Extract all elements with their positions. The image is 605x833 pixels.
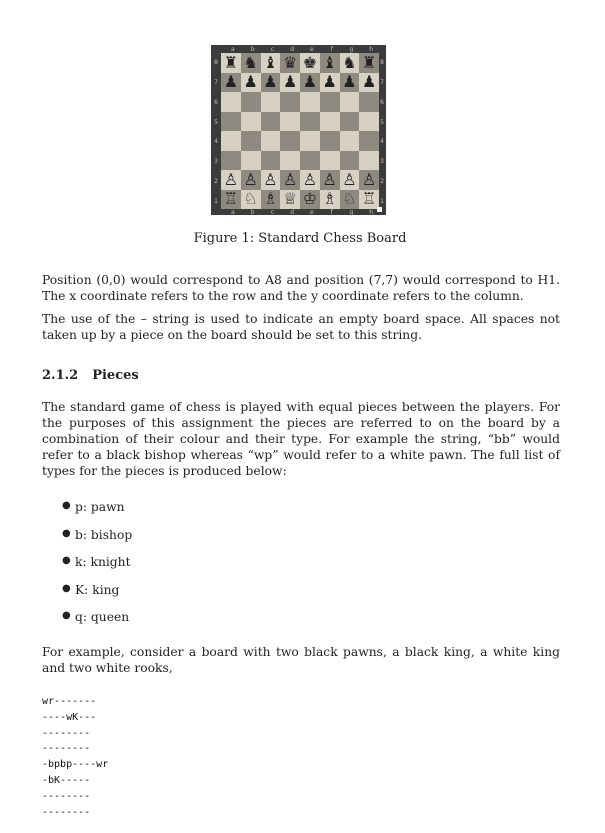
example-paragraph: For example, consider a board with two black pawns, a black king, a white king and two white rooks,: [42, 645, 560, 675]
board-square-piece: ♟: [340, 73, 360, 93]
list-item: ● p: pawn: [62, 500, 125, 514]
figure-caption: Figure 1: Standard Chess Board: [193, 231, 407, 246]
board-square: [320, 92, 340, 112]
rank-label: 1: [214, 197, 218, 205]
board-square-piece: ♘: [340, 190, 360, 210]
board-square: [320, 112, 340, 132]
file-label: a: [231, 46, 235, 53]
code-line: --------: [42, 790, 91, 802]
board-square-piece: ♚: [300, 53, 320, 73]
board-square-piece: ♝: [320, 53, 340, 73]
board-square: [340, 112, 360, 132]
board-square: [340, 92, 360, 112]
board-square: [280, 92, 300, 112]
board-square-piece: ♛: [280, 53, 300, 73]
board-square-piece: ♙: [320, 170, 340, 190]
board-square-piece: ♘: [241, 190, 261, 210]
file-label: h: [369, 46, 374, 53]
file-label: e: [310, 46, 314, 53]
board-square: [300, 131, 320, 151]
code-board-example: [42, 694, 108, 820]
piece-type-list: [62, 500, 132, 638]
board-square-piece: ♟: [221, 73, 241, 93]
board-square-piece: ♗: [320, 190, 340, 210]
board-square-piece: ♙: [241, 170, 261, 190]
bullet-icon: ●: [62, 500, 71, 511]
board-square: [241, 92, 261, 112]
board-square: [261, 112, 281, 132]
rank-label: 8: [380, 59, 384, 67]
file-label: e: [310, 209, 314, 216]
board-square: [320, 131, 340, 151]
board-square-piece: ♔: [300, 190, 320, 210]
list-item: ● q: queen: [62, 610, 130, 625]
board-square: [300, 112, 320, 132]
file-label: c: [270, 209, 275, 216]
board-square-piece: ♗: [261, 190, 281, 210]
code-line: -bpbp----wr: [42, 759, 109, 771]
rank-label: 7: [380, 79, 384, 87]
board-square: [300, 151, 320, 171]
board-square: [280, 112, 300, 132]
board-square-piece: ♟: [280, 73, 300, 93]
file-label: b: [250, 46, 255, 53]
board-square-piece: ♟: [241, 73, 261, 93]
board-square-piece: ♕: [280, 190, 300, 210]
rank-label: 3: [380, 158, 384, 166]
board-square-piece: ♙: [261, 170, 281, 190]
pieces-intro-paragraph: The standard game of chess is played with equal pieces between the players. For the purposes of this assignment the pieces are referred to on the board by a combination of their colour and their type. For example the string, “bb” would refer to a black bishop whereas “wp” would refer to a white pawn. The full list of types for the pieces is produced below:: [42, 400, 560, 478]
file-label: d: [290, 209, 295, 216]
file-label: c: [270, 46, 275, 53]
code-line: --------: [42, 727, 91, 739]
board-square-piece: ♟: [320, 73, 340, 93]
board-square: [261, 151, 281, 171]
rank-label: 2: [380, 177, 384, 185]
code-line: ----wK---: [42, 711, 97, 723]
board-grid: [221, 53, 379, 209]
rank-label: 4: [214, 138, 218, 146]
bullet-icon: ●: [62, 582, 71, 594]
board-square: [300, 92, 320, 112]
file-label: f: [330, 209, 333, 216]
rank-label: 2: [214, 177, 218, 185]
file-label: h: [369, 209, 374, 216]
rank-label: 4: [380, 138, 384, 146]
list-item: ● k: knight: [62, 555, 131, 570]
board-square: [280, 151, 300, 171]
board-square: [221, 131, 241, 151]
list-item: ● K: king: [62, 582, 120, 597]
file-labels-bottom: [223, 208, 381, 217]
board-square-piece: ♙: [221, 170, 241, 190]
bullet-icon: ●: [62, 555, 71, 567]
board-square-piece: ♞: [241, 53, 261, 73]
board-square: [261, 131, 281, 151]
rank-label: 5: [214, 118, 218, 126]
position-paragraph: Position (0,0) would correspond to A8 and position (7,7) would correspond to H1. The x coordinate refers to the row and the y coordinate refers to the column.: [42, 273, 560, 303]
rank-label: 5: [380, 118, 384, 126]
rank-labels-left: [211, 53, 221, 211]
board-square-piece: ♜: [359, 53, 379, 73]
rank-label: 6: [214, 98, 218, 106]
board-square: [359, 92, 379, 112]
chess-board-figure: [211, 45, 386, 215]
board-square-piece: ♟: [300, 73, 320, 93]
rank-label: 1: [380, 197, 384, 205]
board-square-piece: ♙: [359, 170, 379, 190]
section-heading: [42, 368, 139, 383]
file-label: f: [330, 46, 333, 53]
code-line: wr-------: [42, 696, 97, 707]
file-label: b: [250, 209, 255, 216]
board-square-piece: ♙: [300, 170, 320, 190]
code-line: --------: [42, 743, 91, 755]
board-square-piece: ♞: [340, 53, 360, 73]
board-square-piece: ♙: [280, 170, 300, 190]
file-label: a: [231, 209, 235, 216]
section-title: Pieces: [92, 368, 139, 383]
board-square: [280, 131, 300, 151]
board-square-piece: ♟: [261, 73, 281, 93]
rank-label: 8: [214, 59, 218, 67]
rank-label: 3: [214, 158, 218, 166]
board-square-piece: ♝: [261, 53, 281, 73]
board-square: [221, 151, 241, 171]
list-item: ● b: bishop: [62, 527, 133, 542]
code-line: --------: [42, 806, 91, 818]
empty-space-paragraph: The use of the – string is used to indicate an empty board space. All spaces not taken up by a piece on the board should be set to this string.: [42, 312, 560, 342]
code-line: -bK-----: [42, 774, 91, 786]
corner-marker: [377, 207, 382, 212]
file-label: g: [349, 209, 354, 216]
board-square: [359, 151, 379, 171]
board-square-piece: ♙: [340, 170, 360, 190]
board-square: [359, 131, 379, 151]
board-square: [241, 151, 261, 171]
board-square: [221, 92, 241, 112]
file-label: d: [290, 46, 295, 53]
board-square: [340, 151, 360, 171]
board-square: [241, 131, 261, 151]
bullet-icon: ●: [62, 610, 71, 622]
board-square: [261, 92, 281, 112]
bullet-icon: ●: [62, 527, 71, 539]
board-square: [241, 112, 261, 132]
board-square-piece: ♜: [221, 53, 241, 73]
board-square: [221, 112, 241, 132]
file-label: g: [349, 46, 354, 53]
board-square-piece: ♟: [359, 73, 379, 93]
board-square-piece: ♖: [221, 190, 241, 210]
rank-label: 7: [214, 79, 218, 87]
rank-label: 6: [380, 98, 384, 106]
board-square: [359, 112, 379, 132]
section-number: 2.1.2: [42, 368, 79, 383]
board-square: [340, 131, 360, 151]
board-square: [320, 151, 340, 171]
board-square-piece: ♖: [359, 190, 379, 210]
